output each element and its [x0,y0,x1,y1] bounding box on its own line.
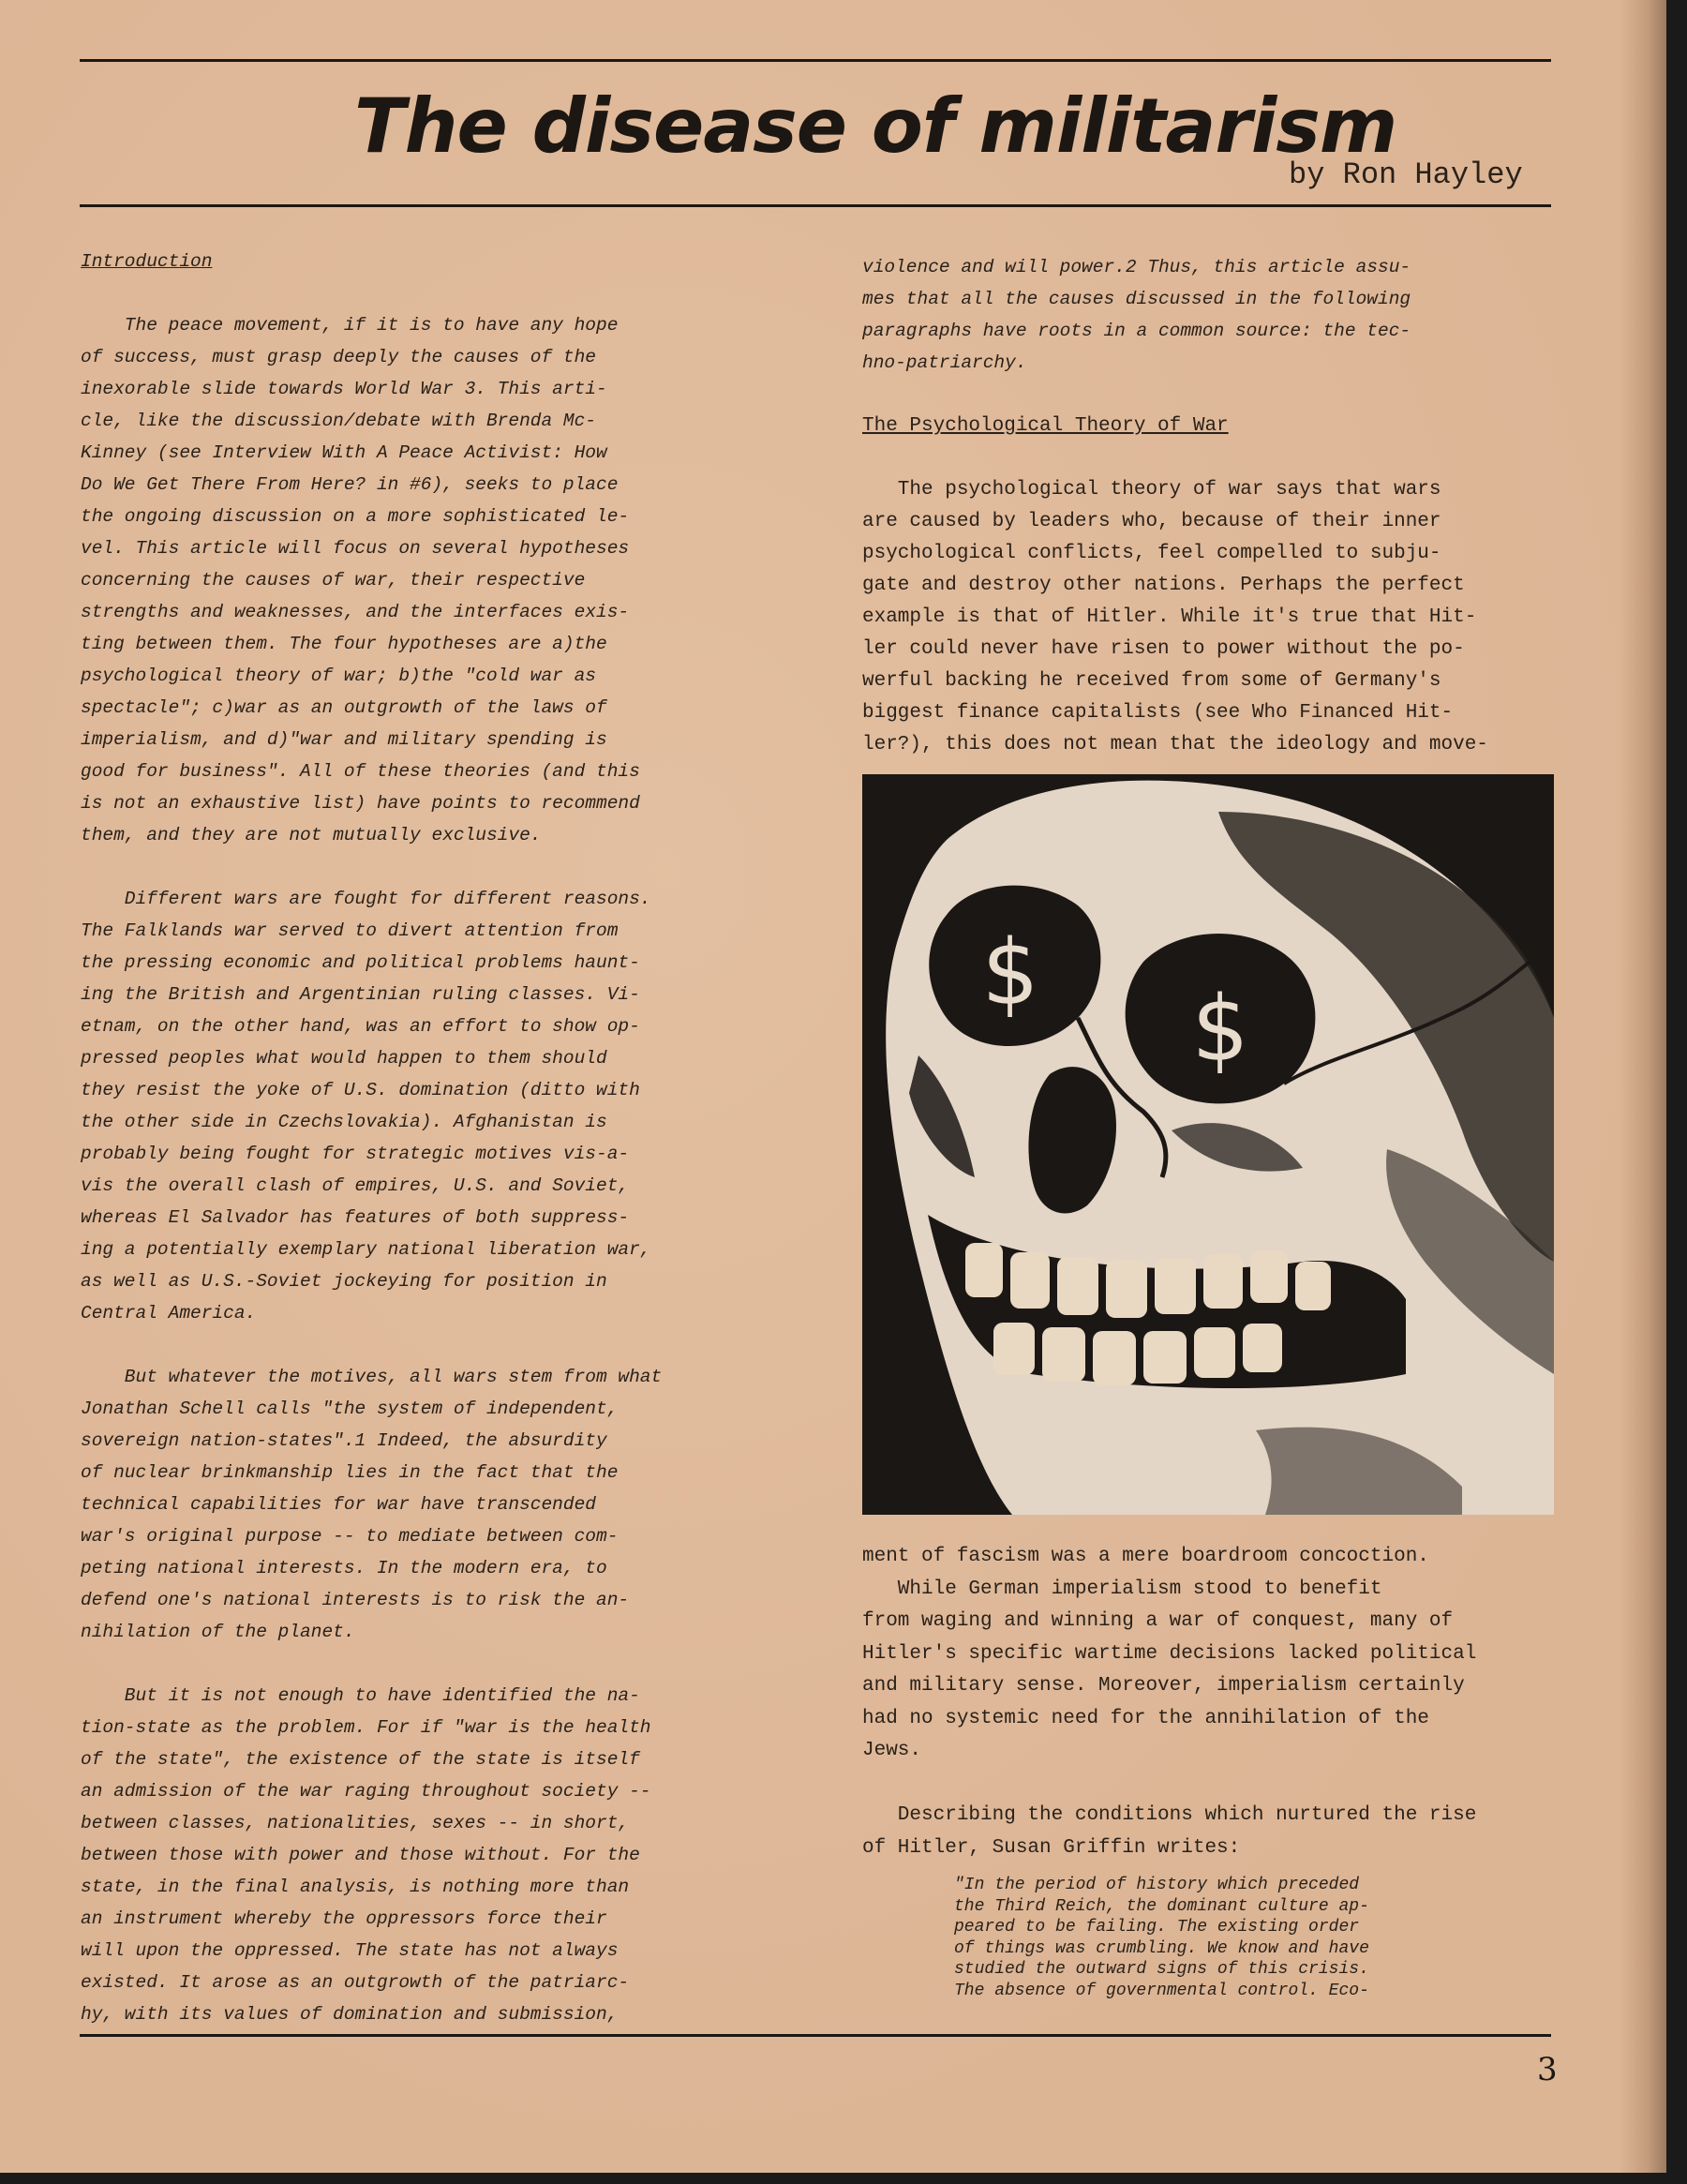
right-eye-dollar-icon: $ [1191,977,1249,1082]
text-line: an instrument whereby the oppressors force their [81,1908,607,1929]
left-column [81,246,755,2030]
left-eye-dollar-icon: $ [981,920,1039,1025]
text-line: Do We Get There From Here? in #6), seeks to place [81,474,619,495]
text-line: ing the British and Argentinian ruling classes. Vi- [81,984,640,1005]
text-line: concerning the causes of war, their respective [81,570,586,591]
top-rule [80,59,1551,62]
text-line: hno-patriarchy. [862,352,1027,373]
text-line: violence and will power.2 Thus, this article assu- [862,257,1411,277]
text-line: tion-state as the problem. For if "war is the health [81,1717,651,1738]
text-line: and military sense. Moreover, imperialism certainly [862,1675,1465,1697]
text-line: ting between them. The four hypotheses are a)the [81,634,607,654]
text-line: the other side in Czechslovakia). Afghanistan is [81,1112,607,1132]
text-line: Different wars are fought for different reasons. [81,889,651,909]
skull-illustration [862,774,1554,1515]
text-line: the ongoing discussion on a more sophisticated le- [81,506,630,527]
right-column-lower-text [862,1541,1556,1864]
text-line: mes that all the causes discussed in the following [862,289,1411,309]
quote-line: studied the outward signs of this crisis. [954,1960,1369,1979]
bottom-rule [80,2034,1551,2037]
text-line: existed. It arose as an outgrowth of the patriarc- [81,1972,630,1993]
text-line: Jews. [862,1740,922,1761]
text-line: The Falklands war served to divert attention from [81,920,619,941]
section-heading-introduction: Introduction [81,251,213,272]
text-line [81,1329,755,1361]
text-line: probably being fought for strategic motives vis-a- [81,1144,630,1164]
text-line: etnam, on the other hand, was an effort to show op- [81,1016,640,1037]
text-line: ler?), this does not mean that the ideology and move- [862,734,1488,755]
text-line: imperialism, and d)"war and military spending is [81,729,607,750]
quote-line: peared to be failing. The existing order [954,1918,1360,1937]
title-rule [80,204,1551,207]
text-line: are caused by leaders who, because of their inner [862,511,1441,532]
section-heading-psychological-theory: The Psychological Theory of War [862,415,1229,437]
text-line: The psychological theory of war says that wars [862,479,1441,501]
text-line: of success, must grasp deeply the causes of the [81,347,596,367]
text-line: good for business". All of these theories (and this [81,761,640,782]
text-line: werful backing he received from some of Germany's [862,670,1441,692]
left-column-text [81,309,755,2030]
text-line: sovereign nation-states".1 Indeed, the absurdity [81,1430,607,1451]
text-line [862,1768,1556,1801]
text-line: technical capabilities for war have transcended [81,1494,596,1515]
quote-line: "In the period of history which preceded [954,1876,1360,1894]
quote-line: the Third Reich, the dominant culture ap- [954,1896,1369,1916]
text-line: they resist the yoke of U.S. domination (ditto with [81,1080,640,1100]
text-line: hy, with its values of domination and submission, [81,2004,619,2025]
text-line: will upon the oppressed. The state has not always [81,1940,619,1961]
text-line: the pressing economic and political problems haunt- [81,952,640,973]
text-line: Describing the conditions which nurtured the rise [862,1804,1477,1826]
article-byline: by Ron Hayley [1289,157,1523,192]
skull-drawing [862,774,1554,1515]
text-line: gate and destroy other nations. Perhaps the perfect [862,575,1465,596]
text-line: defend one's national interests is to risk the an- [81,1590,630,1610]
text-line: pressed peoples what would happen to them should [81,1048,607,1069]
griffin-block-quote [954,1875,1554,2001]
text-line: Central America. [81,1303,257,1324]
text-line: Jonathan Schell calls "the system of independent, [81,1399,619,1419]
page-edge-shadow [1620,0,1666,2173]
text-line: had no systemic need for the annihilation of the [862,1707,1429,1729]
text-line: an admission of the war raging throughout society -- [81,1781,651,1802]
text-line [81,851,755,883]
text-line: from waging and winning a war of conquest, many of [862,1610,1454,1632]
text-line: between classes, nationalities, sexes -- in short, [81,1813,630,1833]
text-line: peting national interests. In the modern era, to [81,1558,607,1578]
text-line: Kinney (see Interview With A Peace Activist: How [81,442,607,463]
right-column-continued-text [862,251,1556,379]
right-column-top [862,251,1556,761]
text-line: paragraphs have roots in a common source: the tec- [862,321,1411,341]
page-number: 3 [1537,2051,1558,2088]
text-line: example is that of Hitler. While it's true that Hit- [862,606,1477,628]
text-line: ment of fascism was a mere boardroom concoction. [862,1546,1429,1567]
text-line: them, and they are not mutually exclusive. [81,825,542,845]
text-line: whereas El Salvador has features of both suppress- [81,1207,630,1228]
text-line: vel. This article will focus on several hypotheses [81,538,630,559]
text-line: cle, like the discussion/debate with Brenda Mc- [81,411,596,431]
text-line: But it is not enough to have identified the na- [81,1685,640,1706]
quote-line: of things was crumbling. We know and have [954,1938,1369,1958]
text-line: inexorable slide towards World War 3. This arti- [81,379,607,399]
text-line: Hitler's specific wartime decisions lacked political [862,1642,1477,1665]
text-line: of nuclear brinkmanship lies in the fact that the [81,1462,619,1483]
text-line: ing a potentially exemplary national liberation war, [81,1239,651,1260]
text-line: vis the overall clash of empires, U.S. and Soviet, [81,1175,630,1196]
text-line: biggest finance capitalists (see Who Financed Hit- [862,702,1454,724]
text-line: While German imperialism stood to benefit [862,1578,1382,1600]
text-line: of Hitler, Susan Griffin writes: [862,1836,1241,1859]
text-line: of the state", the existence of the state is itself [81,1749,640,1770]
text-line: is not an exhaustive list) have points to recommend [81,793,640,814]
text-line: strengths and weaknesses, and the interfaces exis- [81,602,630,622]
text-line [81,1648,755,1680]
text-line: between those with power and those without. For the [81,1845,640,1865]
text-line: as well as U.S.-Soviet jockeying for position in [81,1271,607,1292]
article-title: The disease of militarism [354,82,1397,170]
text-line: state, in the final analysis, is nothing more than [81,1877,630,1897]
text-line: psychological theory of war; b)the "cold war as [81,666,596,686]
text-line: The peace movement, if it is to have any hope [81,315,619,336]
right-column-body-text [862,474,1556,761]
text-line: ler could never have risen to power without the po- [862,638,1465,660]
quote-line: The absence of governmental control. Eco- [954,1981,1369,2000]
text-line: nihilation of the planet. [81,1622,355,1642]
text-line: war's original purpose -- to mediate between com- [81,1526,619,1547]
text-line: spectacle"; c)war as an outgrowth of the laws of [81,697,607,718]
text-line: But whatever the motives, all wars stem from what [81,1367,663,1387]
text-line: psychological conflicts, feel compelled to subju- [862,543,1441,564]
